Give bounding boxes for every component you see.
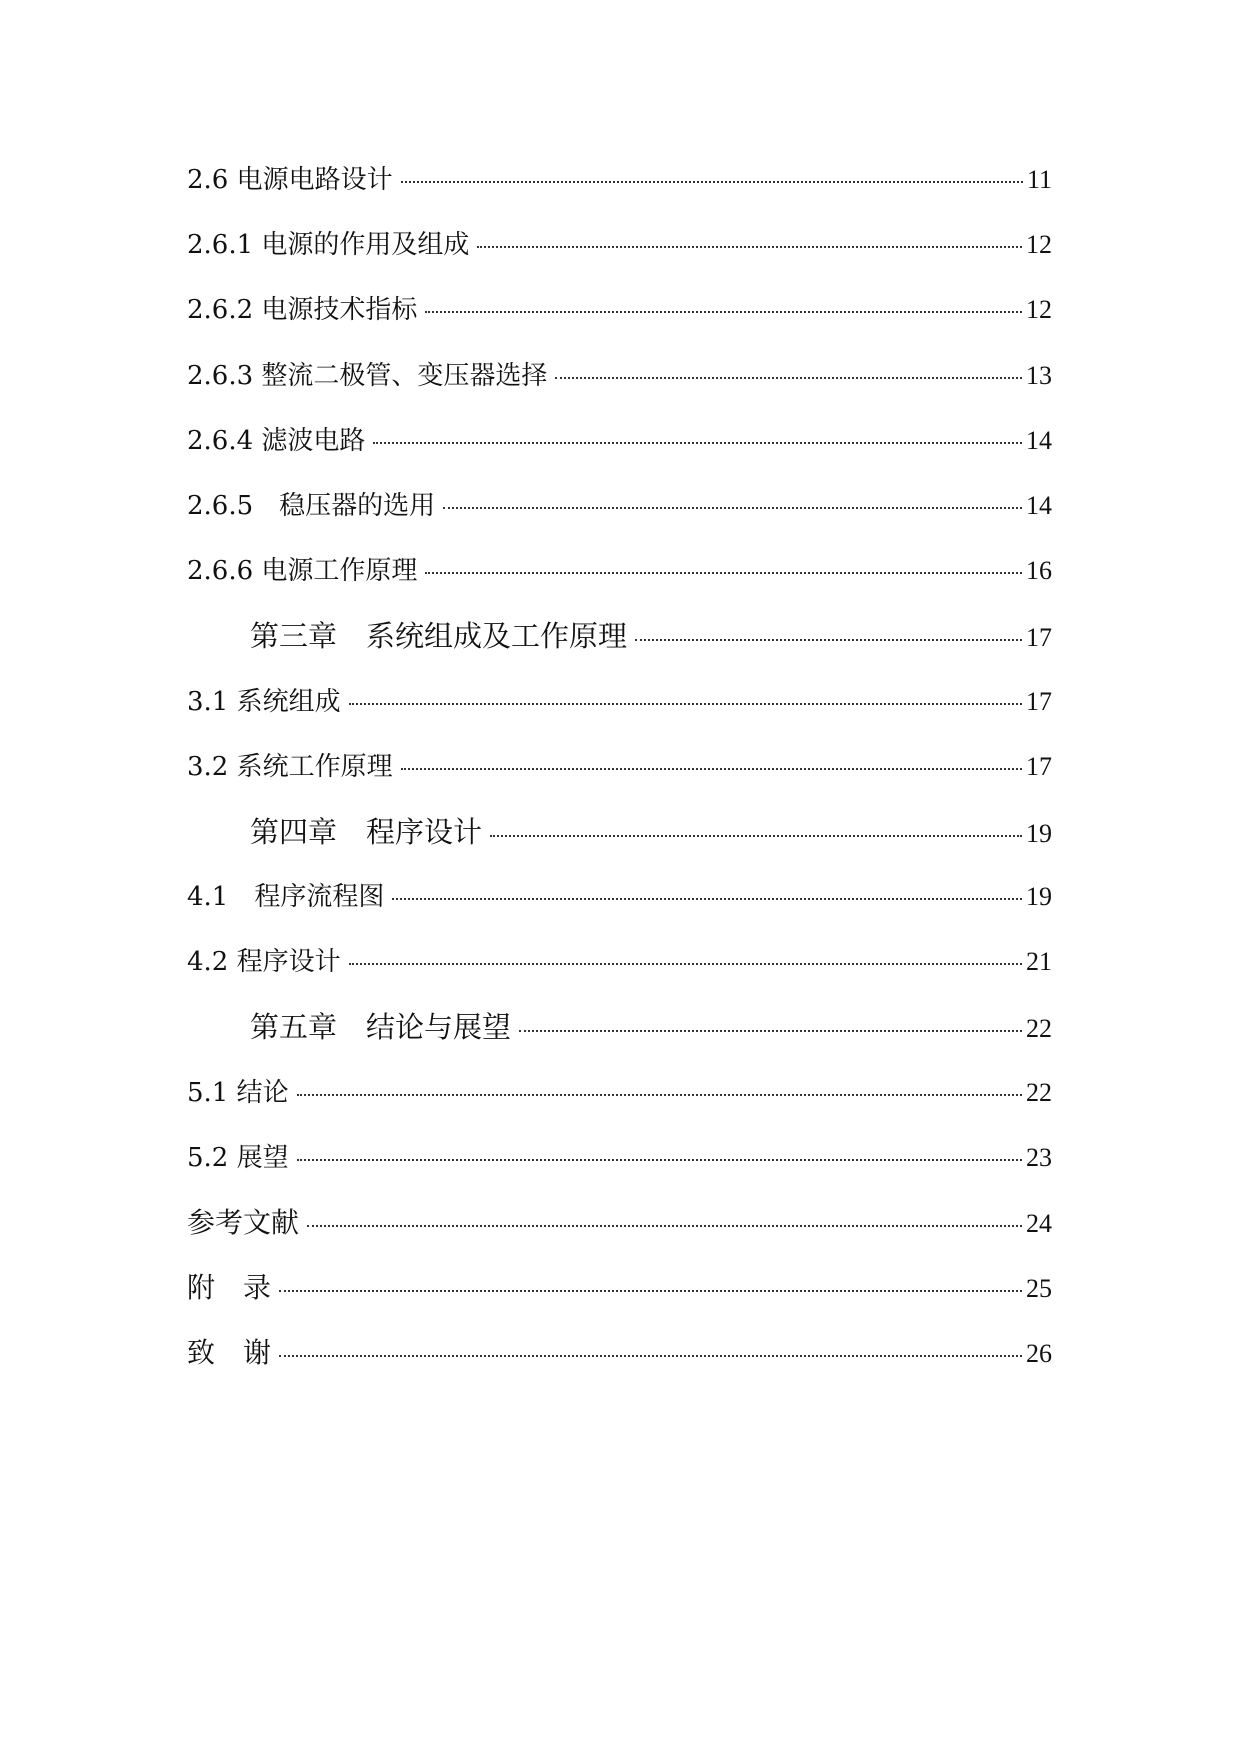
toc-leader-dots [401,181,1023,183]
toc-entry-title: 2.6.2 电源技术指标 [187,295,418,326]
toc-chapter-title: 第三章 系统组成及工作原理 [250,619,628,654]
toc-leader-dots [297,1159,1022,1161]
toc-leader-dots [555,377,1022,379]
toc-entry-title: 致 谢 [187,1336,272,1370]
toc-entry-page: 14 [1026,490,1052,520]
toc-entry-page: 13 [1026,360,1052,390]
toc-entry[interactable] [187,162,1052,227]
toc-entry-page: 16 [1026,556,1052,586]
toc-entry-title: 附 录 [187,1271,272,1305]
toc-entry-page: 21 [1026,947,1052,977]
toc-entry[interactable] [187,292,1052,357]
toc-leader-dots [279,1290,1022,1292]
toc-entry-title: 5.1 结论 [187,1077,289,1108]
toc-entry[interactable] [187,358,1052,423]
toc-entry[interactable] [187,553,1052,618]
toc-entry-page: 11 [1026,165,1052,194]
toc-entry-title: 3.2 系统工作原理 [187,751,393,782]
toc-entry-page: 12 [1026,230,1052,260]
toc-entry-page: 25 [1026,1274,1052,1304]
toc-chapter-entry[interactable] [187,1009,1052,1074]
toc-chapter-title: 第五章 结论与展望 [250,1010,512,1045]
table-of-contents [187,162,1052,1401]
toc-leader-dots [443,507,1022,509]
toc-entry-title: 参考文献 [187,1206,300,1239]
toc-chapter-entry[interactable] [187,618,1052,683]
toc-chapter-entry[interactable] [187,814,1052,879]
toc-entry-title: 2.6.3 整流二极管、变压器选择 [187,360,548,391]
toc-entry[interactable] [187,879,1052,944]
toc-entry-page: 23 [1026,1142,1052,1172]
toc-entry[interactable] [187,749,1052,814]
toc-entry[interactable] [187,1205,1052,1270]
toc-entry-page: 19 [1026,882,1052,912]
toc-entry-page: 14 [1026,425,1052,455]
toc-entry[interactable] [187,684,1052,749]
toc-entry-title: 2.6.4 滤波电路 [187,425,366,456]
toc-entry-page: 12 [1026,295,1052,325]
toc-entry[interactable] [187,1140,1052,1205]
toc-leader-dots [297,1094,1022,1096]
toc-entry-page: 17 [1026,751,1052,781]
toc-entry-page: 22 [1026,1077,1052,1107]
toc-leader-dots [519,1030,1022,1032]
toc-entry-title: 4.2 程序设计 [187,947,341,978]
toc-chapter-title: 第四章 程序设计 [250,814,483,849]
toc-entry[interactable] [187,944,1052,1009]
toc-leader-dots [349,963,1022,965]
toc-leader-dots [279,1355,1022,1357]
toc-entry-title: 3.1 系统组成 [187,686,341,717]
toc-leader-dots [349,703,1022,705]
toc-leader-dots [490,835,1022,837]
toc-entry-title: 2.6 电源电路设计 [187,165,393,195]
toc-entry[interactable] [187,1270,1052,1335]
toc-entry-title: 2.6.6 电源工作原理 [187,556,418,587]
toc-entry-title: 5.2 展望 [187,1142,289,1173]
toc-entry[interactable] [187,488,1052,553]
toc-entry-page: 26 [1026,1339,1052,1369]
toc-leader-dots [635,639,1022,641]
toc-entry-page: 17 [1026,623,1052,653]
toc-leader-dots [392,898,1022,900]
toc-entry-title: 2.6.5 稳压器的选用 [187,490,436,521]
toc-entry[interactable] [187,227,1052,292]
toc-leader-dots [477,246,1022,248]
toc-entry-page: 24 [1026,1209,1052,1238]
toc-entry-page: 22 [1026,1014,1052,1044]
toc-leader-dots [425,572,1022,574]
toc-leader-dots [307,1225,1022,1227]
toc-entry[interactable] [187,1335,1052,1400]
toc-leader-dots [425,311,1022,313]
toc-leader-dots [401,768,1022,770]
toc-entry[interactable] [187,423,1052,488]
toc-leader-dots [373,442,1022,444]
toc-entry-title: 4.1 程序流程图 [187,882,385,913]
toc-entry-title: 2.6.1 电源的作用及组成 [187,230,470,261]
toc-entry-page: 17 [1026,686,1052,716]
toc-entry-page: 19 [1026,818,1052,848]
toc-entry[interactable] [187,1075,1052,1140]
